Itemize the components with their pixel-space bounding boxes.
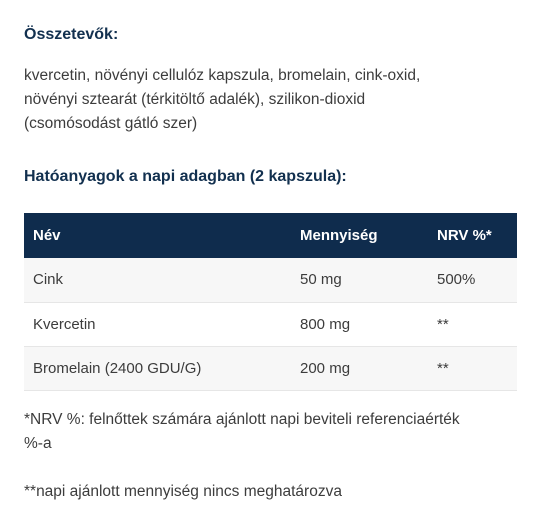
cell-name: Cink [33,271,64,289]
ingredients-line-2: növényi sztearát (térkitöltő adalék), szilikon-dioxid [24,91,366,108]
table-row [24,346,517,390]
cell-amount: 800 mg [300,315,351,333]
cell-nrv: ** [437,315,449,333]
nrv-footnote-line-1: *NRV %: felnőttek számára ajánlott napi beviteli referenciaérték [24,411,460,428]
table-header-row [24,213,517,258]
ingredients-line-1: kvercetin, növényi cellulóz kapszula, bromelain, cink-oxid, [24,67,421,84]
nrv-footnote-line-2: %-a [24,435,52,452]
table-row [24,302,517,346]
header-name: Név [33,227,61,244]
cell-name: Kvercetin [33,315,96,333]
cell-amount: 50 mg [300,271,342,289]
ingredients-heading: Összetevők: [24,26,119,43]
cell-amount: 200 mg [300,359,351,377]
cell-nrv: 500% [437,271,476,289]
ingredients-text [24,64,524,136]
not-defined-footnote: **napi ajánlott mennyiség nincs meghatározva [24,483,342,500]
actives-table [24,213,517,391]
cell-nrv: ** [437,359,449,377]
header-nrv: NRV %* [437,227,492,244]
actives-heading: Hatóanyagok a napi adagban (2 kapszula): [24,168,347,185]
nrv-footnote [24,408,524,456]
table-row [24,258,517,302]
ingredients-line-3: (csomósodást gátló szer) [24,115,198,132]
cell-name: Bromelain (2400 GDU/G) [33,359,202,377]
header-amount: Mennyiség [300,227,378,244]
